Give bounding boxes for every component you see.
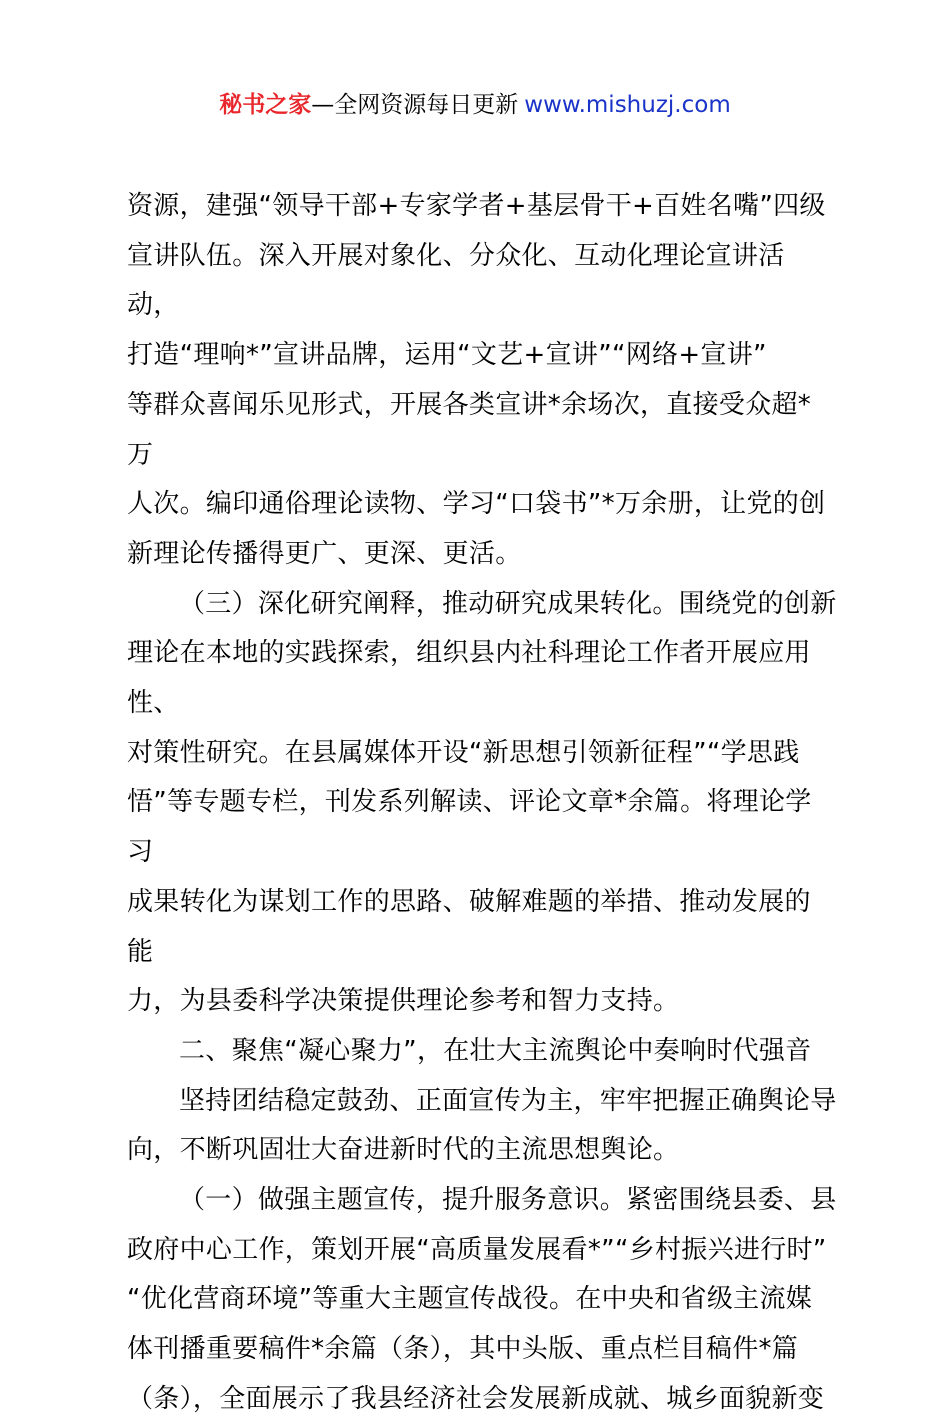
page-header xyxy=(0,88,950,122)
document-body xyxy=(127,182,837,1425)
header-tagline: —全网资源每日更新 xyxy=(311,92,519,118)
text-line: 对策性研究。在县属媒体开设“新思想引领新征程”“学思践 xyxy=(127,737,800,768)
text-line: 宣讲队伍。深入开展对象化、分众化、互动化理论宣讲活动， xyxy=(127,240,785,321)
text-line: 政府中心工作，策划开展“高质量发展看*”“乡村振兴进行时” xyxy=(127,1234,827,1265)
section-heading: 二、聚焦“凝心聚力”，在壮大主流舆论中奏响时代强音 xyxy=(179,1035,812,1066)
text-line: “优化营商环境”等重大主题宣传战役。在中央和省级主流媒 xyxy=(127,1284,813,1315)
text-line: 资源，建强“领导干部+专家学者+基层骨干+百姓名嘴”四级 xyxy=(127,191,826,221)
text-line: 力，为县委科学决策提供理论参考和智力支持。 xyxy=(127,986,680,1017)
text-line: （条），全面展示了我县经济社会发展新成就、城乡面貌新变 xyxy=(127,1383,825,1414)
subsection-heading-line: （三）深化研究阐释，推动研究成果转化。围绕党的创新 xyxy=(179,588,837,619)
text-line: 理论在本地的实践探索，组织县内社科理论工作者开展应用性、 xyxy=(127,638,811,719)
paragraph-start-line: 坚持团结稳定鼓劲、正面宣传为主，牢牢把握正确舆论导 xyxy=(179,1085,837,1116)
text-line: 悟”等专题专栏，刊发系列解读、评论文章*余篇。将理论学习 xyxy=(127,787,812,868)
text-line: 人次。编印通俗理论读物、学习“口袋书”*万余册，让党的创 xyxy=(127,489,826,520)
brand-name: 秘书之家 xyxy=(219,92,312,118)
text-line: 新理论传播得更广、更深、更活。 xyxy=(127,538,522,569)
text-line: 等群众喜闻乐见形式，开展各类宣讲*余场次，直接受众超*万 xyxy=(127,389,812,470)
subsection-heading-line: （一）做强主题宣传，提升服务意识。紧密围绕县委、县 xyxy=(179,1185,837,1216)
site-url-link[interactable]: www.mishuzj.com xyxy=(524,92,731,118)
text-line: 打造“理响*”宣讲品牌，运用“文艺+宣讲”“网络+宣讲” xyxy=(127,340,767,371)
text-line: 成果转化为谋划工作的思路、破解难题的举措、推动发展的能 xyxy=(127,886,811,967)
text-line: 向，不断巩固壮大奋进新时代的主流思想舆论。 xyxy=(127,1135,680,1166)
text-line: 体刊播重要稿件*余篇（条），其中头版、重点栏目稿件*篇 xyxy=(127,1334,799,1365)
